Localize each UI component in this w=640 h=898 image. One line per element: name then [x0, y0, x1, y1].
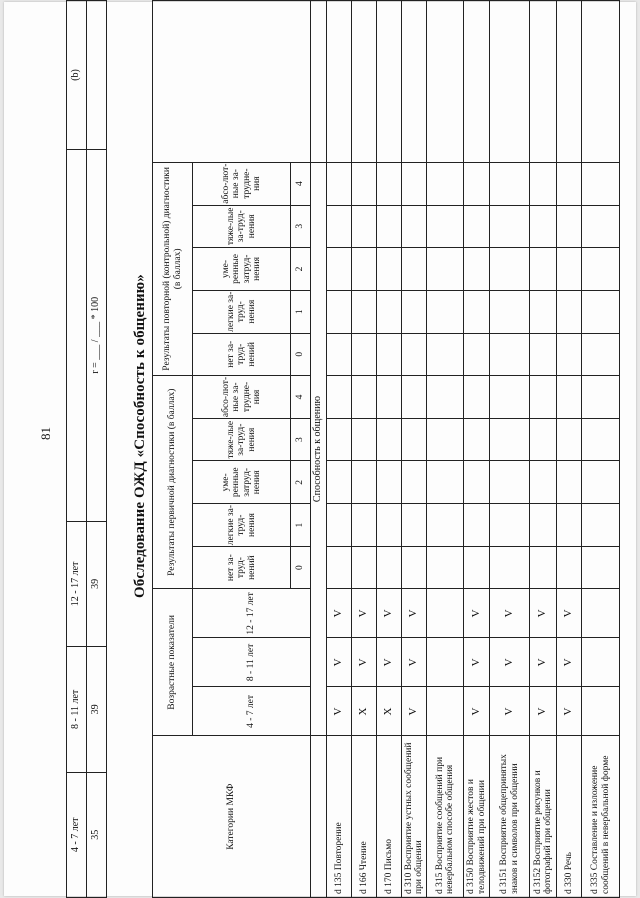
- age-summary-header-row: [67, 1, 87, 898]
- score-3: 3: [291, 418, 311, 460]
- score-0: 0: [291, 333, 311, 375]
- table-row: [377, 1, 402, 898]
- age-mark: V: [352, 589, 377, 638]
- age-mark: V: [377, 589, 402, 638]
- age-value-cell: 39: [87, 521, 107, 646]
- assessment-table: [152, 0, 620, 898]
- age-mark: [427, 687, 464, 736]
- header-age-12-17: 12 - 17 лет: [193, 589, 311, 638]
- age-range-cell: 4 - 7 лет: [67, 772, 87, 897]
- category-label: d 3151 Восприятие общепринятых знаков и символов при общении: [490, 736, 530, 898]
- age-mark: V: [464, 589, 490, 638]
- header-level-4: абсо-лют-ные за-трудне-ния: [193, 162, 291, 205]
- header-level-1: легкие за-труд-нения: [193, 504, 291, 547]
- section-title: Обследование ОЖД «Способность к общению»: [132, 274, 148, 598]
- category-label: d 170 Письмо: [377, 736, 402, 898]
- header-age-8-11: 8 - 11 лет: [193, 638, 311, 687]
- score-2: 2: [291, 461, 311, 504]
- age-mark: V: [490, 638, 530, 687]
- table-row: [402, 1, 427, 898]
- age-mark: X: [352, 687, 377, 736]
- table-row: [490, 1, 530, 898]
- age-summary-value-row: [87, 1, 107, 898]
- age-mark: V: [402, 638, 427, 687]
- age-mark: V: [327, 589, 352, 638]
- header-level-0: нет за-труд-нений: [193, 333, 291, 375]
- age-mark: V: [402, 687, 427, 736]
- age-mark: V: [464, 638, 490, 687]
- score-4: 4: [291, 376, 311, 419]
- category-label: d 166 Чтение: [352, 736, 377, 898]
- score-1: 1: [291, 504, 311, 547]
- category-label: d 310 Восприятие устных сообщений при общении: [402, 736, 427, 898]
- section-empty-cell: [311, 736, 327, 898]
- summary-b-cell: (b): [67, 1, 87, 150]
- category-label: d 135 Повторение: [327, 736, 352, 898]
- age-mark: V: [464, 687, 490, 736]
- age-mark: V: [377, 638, 402, 687]
- score-4: 4: [291, 162, 311, 205]
- age-range-cell: 8 - 11 лет: [67, 647, 87, 772]
- header-age-4-7: 4 - 7 лет: [193, 687, 311, 736]
- score-3: 3: [291, 205, 311, 247]
- age-value-cell: 35: [87, 772, 107, 897]
- summary-empty-cell: [87, 1, 107, 150]
- category-label: d 3152 Восприятие рисунков и фотографий при общении: [530, 736, 557, 898]
- age-mark: X: [377, 687, 402, 736]
- header-primary-results: Результаты первичной диагностики (в баллах): [153, 376, 193, 589]
- table-row: [352, 1, 377, 898]
- header-level-4: абсо-лют-ные за-трудне-ния: [193, 376, 291, 419]
- score-2: 2: [291, 248, 311, 291]
- age-mark: V: [490, 589, 530, 638]
- category-label: d 3150 Восприятие жестов и телодвижений при общении: [464, 736, 490, 898]
- header-age-indicators: Возрастные показатели: [153, 589, 193, 736]
- age-summary-table: [66, 0, 107, 898]
- table-row: [582, 1, 620, 898]
- age-mark: V: [490, 687, 530, 736]
- table-row: [464, 1, 490, 898]
- category-label: d 335 Составление и изложение сообщений в невербальной форме: [582, 736, 620, 898]
- category-label: d 315 Восприятие сообщений при невербальном способе общения: [427, 736, 464, 898]
- table-row: [557, 1, 582, 898]
- age-mark: V: [327, 638, 352, 687]
- header-extra-column: [153, 1, 311, 163]
- age-mark: V: [557, 638, 582, 687]
- age-mark: [582, 589, 620, 638]
- age-range-cell: 12 - 17 лет: [67, 521, 87, 646]
- header-level-2: уме-ренные затруд-нения: [193, 461, 291, 504]
- header-row-groups: [153, 1, 193, 898]
- score-1: 1: [291, 290, 311, 333]
- category-label: d 330 Речь: [557, 736, 582, 898]
- age-mark: V: [402, 589, 427, 638]
- age-mark: V: [530, 638, 557, 687]
- age-mark: [582, 638, 620, 687]
- header-level-3: тяже-лые за-труд-нения: [193, 205, 291, 247]
- age-mark: [582, 687, 620, 736]
- header-icf-categories: Категории МКФ: [153, 736, 311, 898]
- header-level-1: легкие за-труд-нения: [193, 290, 291, 333]
- age-mark: V: [530, 687, 557, 736]
- page-number: 81: [38, 427, 53, 440]
- table-row: [427, 1, 464, 898]
- age-mark: V: [327, 687, 352, 736]
- header-repeat-results: Результаты повторной (контрольной) диагностики (в баллах): [153, 162, 193, 375]
- header-level-3: тяже-лые за-труд-нения: [193, 418, 291, 460]
- age-value-cell: 39: [87, 647, 107, 772]
- table-row: [530, 1, 557, 898]
- age-mark: [427, 638, 464, 687]
- age-mark: V: [352, 638, 377, 687]
- age-mark: V: [557, 589, 582, 638]
- section-empty-cell: [311, 1, 327, 163]
- age-mark: V: [530, 589, 557, 638]
- age-mark: V: [557, 687, 582, 736]
- summary-spacer-cell: [67, 149, 87, 521]
- section-row: [311, 1, 327, 898]
- formula-cell: r = ___ / ___ * 100: [87, 149, 107, 521]
- header-level-0: нет за-труд-нений: [193, 546, 291, 588]
- header-level-2: уме-ренные затруд-нения: [193, 248, 291, 291]
- score-0: 0: [291, 546, 311, 588]
- section-label: Способность к общению: [311, 162, 327, 736]
- age-mark: [427, 589, 464, 638]
- table-row: [327, 1, 352, 898]
